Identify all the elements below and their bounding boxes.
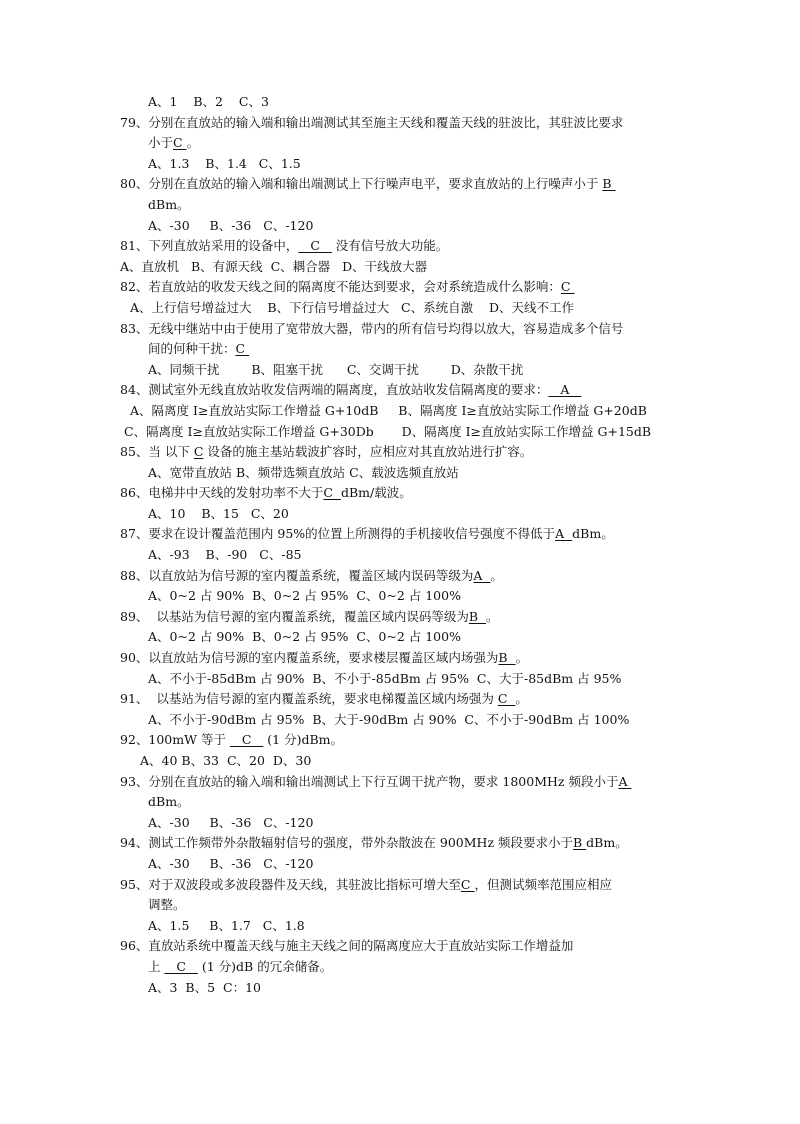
text-line [0, 566, 800, 587]
text-segment: 90、以直放站为信号源的室内覆盖系统，要求楼层覆盖区域内场强为 [120, 650, 499, 666]
text-segment: 88、以直放站为信号源的室内覆盖系统，覆盖区域内误码等级为 [120, 567, 474, 583]
text-segment: ，但测试频率范围应相应 [474, 876, 612, 892]
text-segment: A、上行信号增益过大 B、下行信号增益过大 C、系统自激 D、天线不工作 [130, 299, 575, 315]
text-segment: 96、直放站系统中覆盖天线与施主天线之间的隔离度应大于直放站实际工作增益加 [120, 938, 574, 954]
text-line [0, 319, 800, 340]
text-line [0, 195, 800, 216]
text-line [0, 216, 800, 237]
text-segment: (1 分)dBm。 [263, 732, 344, 748]
answer-blank: C [460, 876, 475, 892]
text-segment: 82、若直放站的收发天线之间的隔离度不能达到要求，会对系统造成什么影响： [120, 279, 561, 295]
text-line [0, 916, 800, 937]
text-line [0, 545, 800, 566]
text-segment: A、不小于-90dBm 占 95% B、大于-90dBm 占 90% C、不小于-90dBm 占 100% [148, 711, 630, 727]
text-segment: dBm。 [148, 196, 190, 212]
answer-blank: A [548, 382, 582, 398]
text-segment: (1 分)dB 的冗余储备。 [197, 958, 333, 974]
text-segment: A、不小于-85dBm 占 90% B、不小于-85dBm 占 95% C、大于-85dBm 占 95% [148, 670, 622, 686]
text-segment: 85、当 以下 [120, 444, 194, 460]
text-line [0, 751, 800, 772]
text-segment: 。 [490, 567, 503, 583]
text-segment: A、1 B、2 C、3 [148, 94, 269, 109]
text-line [0, 957, 800, 978]
text-line [0, 875, 800, 896]
text-line [0, 978, 800, 999]
text-line [0, 339, 800, 360]
text-segment: A、隔离度 I≥直放站实际工作增益 G+10dB B、隔离度 I≥直放站实际工作增益 G+20dB [130, 402, 647, 418]
text-line [0, 92, 800, 113]
text-segment: 80、分别在直放站的输入端和输出端测试上下行噪声电平，要求直放站的上行噪声小于 [120, 176, 603, 192]
text-segment: A、-30 B、-36 C、-120 [148, 814, 314, 830]
text-segment: 87、要求在设计覆盖范围内 95%的位置上所测得的手机接收信号强度不得低于 [120, 526, 556, 542]
text-segment: A、宽带直放站 B、频带选频直放站 C、载波选频直放站 [148, 464, 459, 480]
text-line [0, 360, 800, 381]
text-segment: dBm。 [586, 835, 628, 851]
text-segment: A、-93 B、-90 C、-85 [148, 547, 302, 563]
text-segment: A、-30 B、-36 C、-120 [148, 217, 314, 233]
text-segment: 91、 以基站为信号源的室内覆盖系统，要求电梯覆盖区域内场强为 [120, 691, 498, 707]
answer-blank: C [497, 691, 516, 707]
text-line [0, 586, 800, 607]
text-line [0, 422, 800, 443]
text-segment: dBm。 [572, 526, 614, 542]
text-segment: 94、测试工作频带外杂散辐射信号的强度，带外杂散波在 900MHz 频段要求小于 [120, 835, 573, 851]
text-segment: A、0~2 占 90% B、0~2 占 95% C、0~2 占 100% [148, 588, 461, 604]
answer-blank: C [193, 444, 204, 460]
text-segment: A、0~2 占 90% B、0~2 占 95% C、0~2 占 100% [148, 629, 461, 645]
text-line [0, 854, 800, 875]
text-segment: A、-30 B、-36 C、-120 [148, 855, 314, 871]
text-line [0, 133, 800, 154]
text-segment: 。 [186, 135, 200, 151]
answer-blank: C [173, 135, 187, 151]
text-line [0, 524, 800, 545]
text-line [0, 113, 800, 134]
answer-blank: C [164, 958, 198, 974]
text-segment: 上 [148, 958, 165, 974]
answer-blank: C [229, 732, 264, 748]
text-segment: 没有信号放大功能。 [331, 238, 449, 254]
text-segment: A、1.5 B、1.7 C、1.8 [148, 917, 305, 933]
text-line [0, 483, 800, 504]
text-segment: 86、电梯井中天线的发射功率不大于 [120, 485, 324, 501]
text-segment: A、1.3 B、1.4 C、1.5 [148, 155, 301, 171]
text-line [0, 833, 800, 854]
text-line [0, 504, 800, 525]
document-page [0, 92, 800, 998]
text-line [0, 772, 800, 793]
text-segment: 间的何种干扰： [148, 341, 236, 357]
answer-blank: A [555, 526, 573, 542]
text-line [0, 936, 800, 957]
text-segment: 93、分别在直放站的输入端和输出端测试上下行互调干扰产物，要求 1800MHz 频段小于 [120, 773, 619, 789]
text-line [0, 401, 800, 422]
text-segment: 调整。 [148, 897, 186, 913]
text-segment: 83、无线中继站中由于使用了宽带放大器，带内的所有信号均得以放大，容易造成多个信号 [120, 320, 624, 336]
answer-blank: C [298, 238, 332, 254]
answer-blank: B [573, 835, 587, 851]
text-segment: 小于 [148, 135, 174, 151]
text-segment: C、隔离度 I≥直放站实际工作增益 G+30Db D、隔离度 I≥直放站实际工作增益 G+15dB [120, 423, 652, 439]
text-segment: A、直放机 B、有源天线 C、耦合器 D、干线放大器 [120, 258, 428, 274]
answer-blank: C [323, 485, 341, 501]
text-line [0, 298, 800, 319]
text-line [0, 710, 800, 731]
text-segment: A、40 B、33 C、20 D、30 [140, 753, 312, 768]
text-line [0, 442, 800, 463]
text-segment: 81、下列直放站采用的设备中， [120, 238, 299, 254]
answer-blank: A [473, 567, 491, 583]
answer-blank: B [602, 176, 616, 192]
answer-blank: A [618, 773, 632, 789]
text-line [0, 236, 800, 257]
text-segment: 92、100mW 等于 [120, 732, 230, 748]
answer-blank: B [498, 650, 516, 666]
text-line [0, 257, 800, 278]
text-line [0, 648, 800, 669]
text-segment: 设备的施主基站载波扩容时，应相应对其直放站进行扩容。 [203, 444, 533, 460]
text-line [0, 607, 800, 628]
text-segment: 。 [486, 608, 499, 624]
text-segment: 95、对于双波段或多波段器件及天线，其驻波比指标可增大至 [120, 876, 461, 892]
text-segment: 89、 以基站为信号源的室内覆盖系统，覆盖区域内误码等级为 [120, 608, 469, 624]
text-segment: A、10 B、15 C、20 [148, 505, 289, 521]
text-segment: 84、测试室外无线直放站收发信两端的隔离度，直放站收发信隔离度的要求： [120, 382, 549, 398]
text-segment: A、3 B、5 C：10 [148, 979, 261, 995]
text-line [0, 154, 800, 175]
text-segment: 。 [515, 650, 529, 666]
text-line [0, 463, 800, 484]
text-line [0, 895, 800, 916]
text-line [0, 792, 800, 813]
text-segment: A、同频干扰 B、阻塞干扰 C、交调干扰 D、杂散干扰 [148, 361, 524, 377]
text-segment: dBm/载波。 [340, 485, 412, 501]
text-line [0, 380, 800, 401]
text-line [0, 689, 800, 710]
answer-blank: C [235, 341, 250, 357]
text-line [0, 174, 800, 195]
text-line [0, 669, 800, 690]
text-line [0, 627, 800, 648]
text-segment: 79、分别在直放站的输入端和输出端测试其至施主天线和覆盖天线的驻波比，其驻波比要求 [120, 114, 624, 130]
text-line [0, 730, 800, 751]
text-line [0, 813, 800, 834]
answer-blank: B [468, 608, 486, 624]
answer-blank: C [560, 279, 575, 295]
text-segment: 。 [515, 691, 528, 707]
text-line [0, 277, 800, 298]
text-segment: dBm。 [148, 794, 190, 810]
